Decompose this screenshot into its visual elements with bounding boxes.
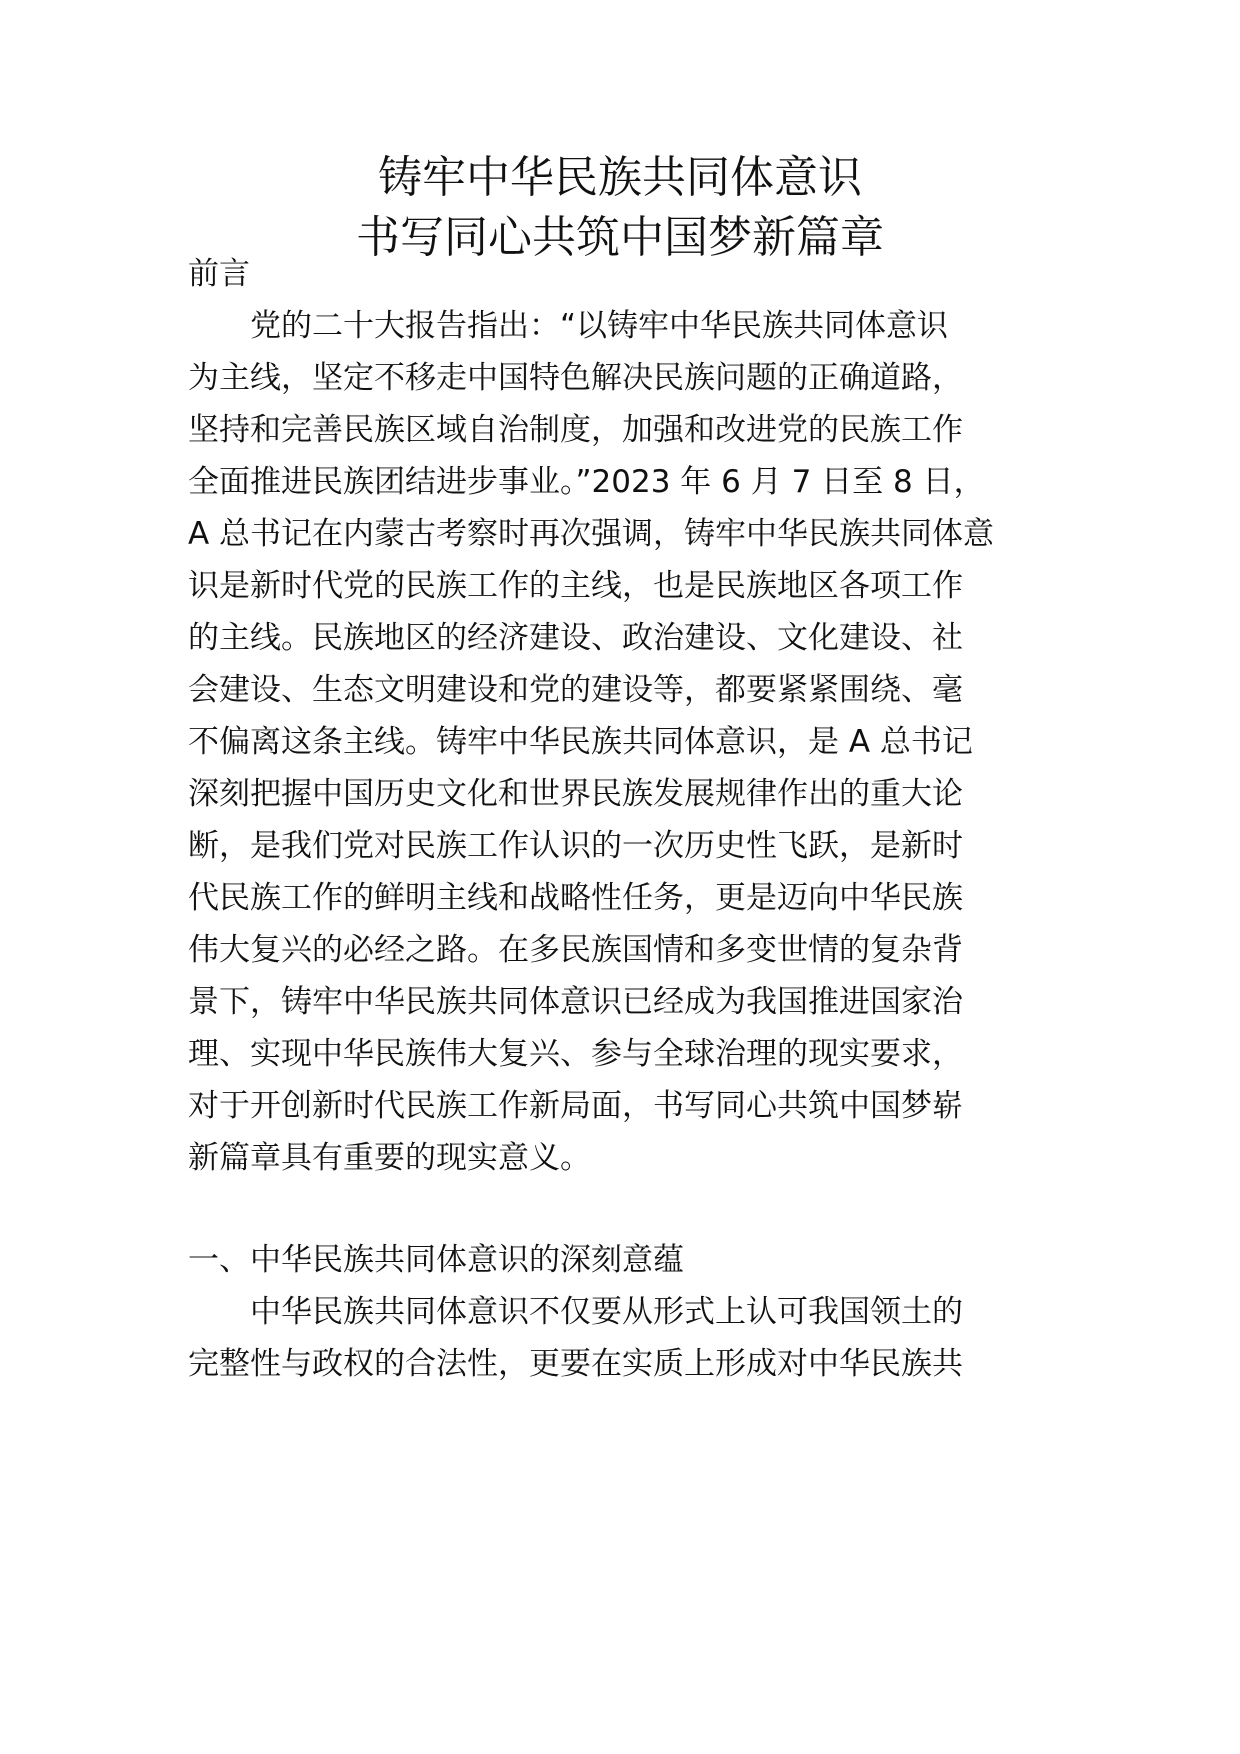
paragraph-line: 识是新时代党的民族工作的主线，也是民族地区各项工作 [188,568,963,604]
paragraph-line: A 总书记在内蒙古考察时再次强调，铸牢中华民族共同体意 [188,516,995,552]
paragraph-line: 为主线，坚定不移走中国特色解决民族问题的正确道路， [188,360,963,396]
paragraph-line: 伟大复兴的必经之路。在多民族国情和多变世情的复杂背 [188,932,963,968]
preface-heading: 前言 [188,256,250,292]
paragraph-line: 不偏离这条主线。铸牢中华民族共同体意识，是 A 总书记 [188,724,973,760]
paragraph-line: 的主线。民族地区的经济建设、政治建设、文化建设、社 [188,620,963,656]
paragraph-line: 深刻把握中国历史文化和世界民族发展规律作出的重大论 [188,776,963,812]
document-title-line-2: 书写同心共筑中国梦新篇章 [356,212,884,263]
paragraph-line: 理、实现中华民族伟大复兴、参与全球治理的现实要求， [188,1036,963,1072]
paragraph-line: 坚持和完善民族区域自治制度，加强和改进党的民族工作 [188,412,963,448]
document-title-line-1: 铸牢中华民族共同体意识 [378,152,862,203]
paragraph-line: 党的二十大报告指出：“以铸牢中华民族共同体意识 [250,308,949,344]
paragraph-line: 代民族工作的鲜明主线和战略性任务，更是迈向中华民族 [188,880,963,916]
paragraph-line: 中华民族共同体意识不仅要从形式上认可我国领土的 [250,1294,963,1330]
paragraph-line: 会建设、生态文明建设和党的建设等，都要紧紧围绕、毫 [188,672,963,708]
paragraph-line: 新篇章具有重要的现实意义。 [188,1140,591,1176]
paragraph-line: 断，是我们党对民族工作认识的一次历史性飞跃，是新时 [188,828,963,864]
section-heading: 一、中华民族共同体意识的深刻意蕴 [188,1242,684,1278]
paragraph-line: 景下，铸牢中华民族共同体意识已经成为我国推进国家治 [188,984,963,1020]
paragraph-line: 对于开创新时代民族工作新局面，书写同心共筑中国梦崭 [188,1088,963,1124]
paragraph-line: 完整性与政权的合法性，更要在实质上形成对中华民族共 [188,1346,963,1382]
paragraph-line: 全面推进民族团结进步事业。”2023 年 6 月 7 日至 8 日， [188,464,985,500]
